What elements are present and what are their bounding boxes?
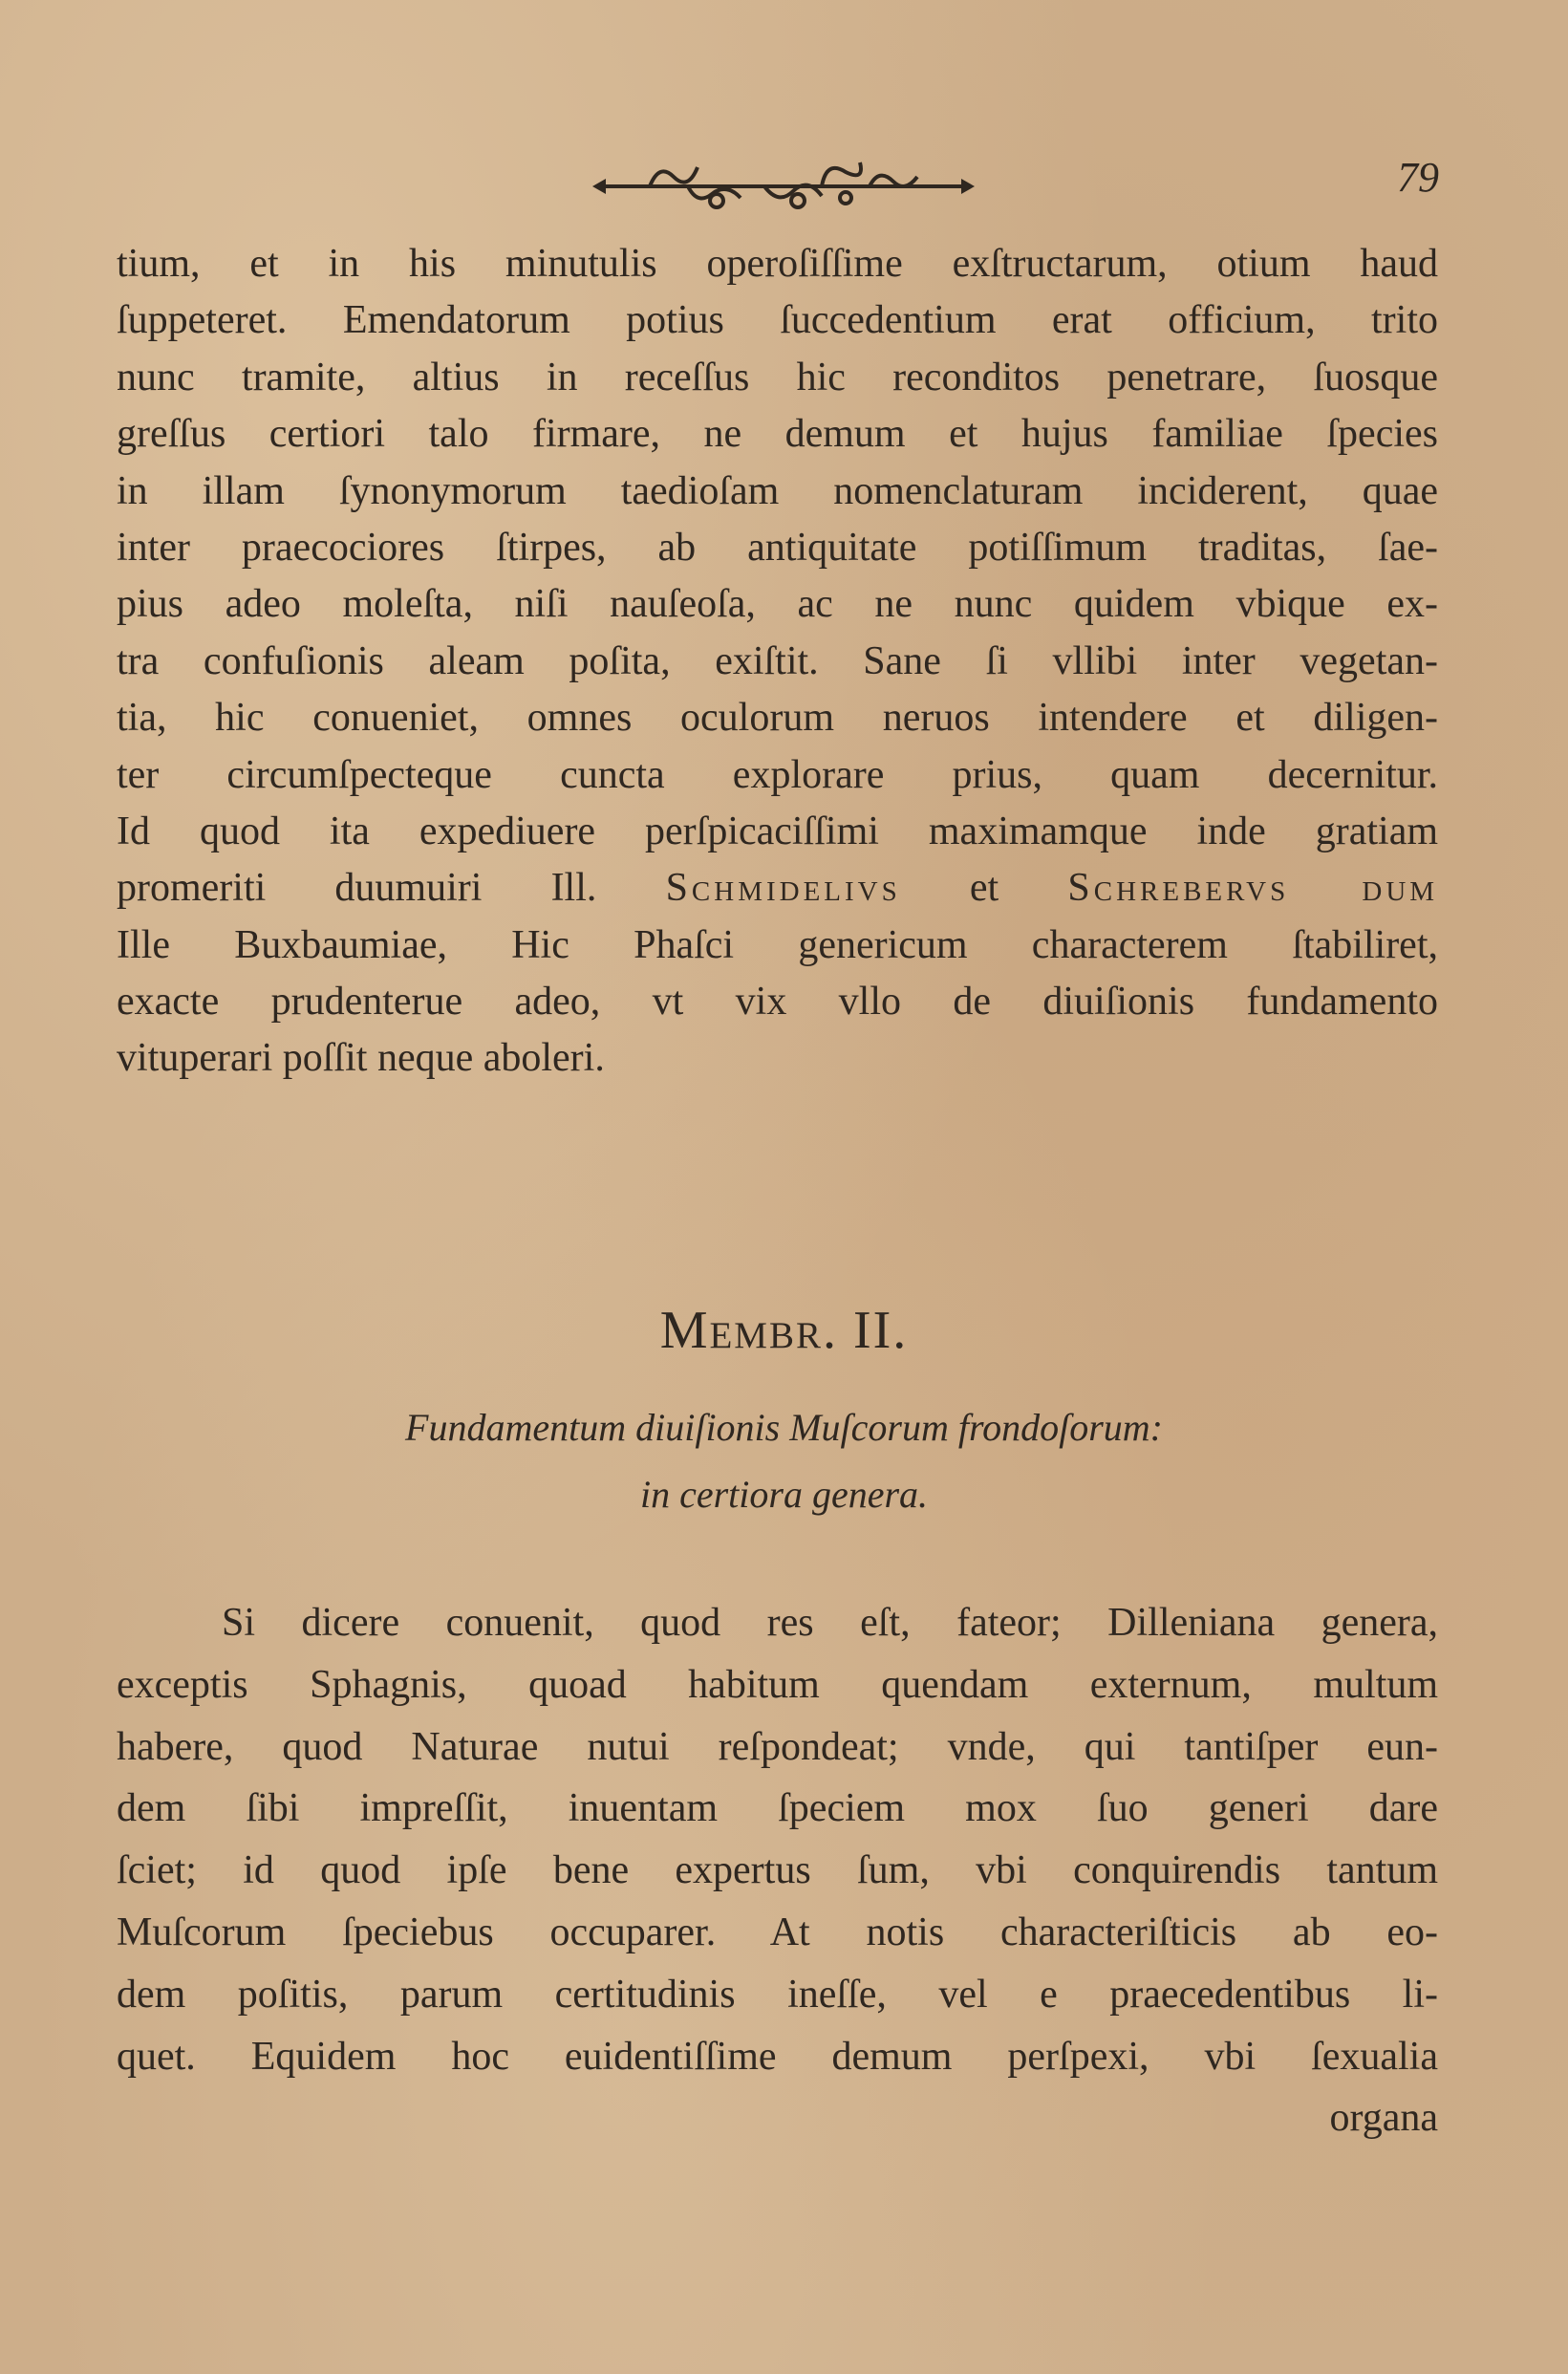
page-number: 79 — [1397, 154, 1439, 201]
text-line-names — [117, 860, 1438, 917]
text-line: tium, et in his minutulis operoſiſſime exſtructarum, otium haud — [117, 242, 1438, 286]
text-line: quet. Equidem hoc euidentiſſime demum perſpexi, vbi ſexualia — [117, 2034, 1438, 2079]
section-subtitle: in certiora genera. — [639, 1473, 929, 1516]
text-line: ſuppeteret. Emendatorum potius ſuccedentium erat officium, trito — [117, 298, 1438, 343]
paragraph-1 — [117, 236, 1438, 1088]
author-name-end: vs dum — [1246, 866, 1439, 911]
text-line: exceptis Sphagnis, quoad habitum quendam externum, multum — [117, 1662, 1438, 1707]
text-line: greſſus certiori talo firmare, ne demum et hujus familiae ſpecies — [117, 412, 1438, 457]
text-line: ter circumſpecteque cuncta explorare prius, quam decernitur. — [117, 752, 1438, 797]
text-line: nunc tramite, altius in receſſus hic reconditos penetrare, ſuosque — [117, 355, 1438, 399]
text-line: Si dicere conuenit, quod res eſt, fateor; Dilleniana genera, — [222, 1601, 1438, 1645]
text-line: ſciet; id quod ipſe bene expertus ſum, vbi conquirendis tantum — [117, 1848, 1438, 1893]
text-line: Ille Buxbaumiae, Hic Phaſci genericum characterem ſtabiliret, — [117, 922, 1438, 967]
text-line: exacte prudenterue adeo, vt vix vllo de diuiſionis fundamento — [117, 980, 1438, 1025]
text-line: inter praecociores ſtirpes, ab antiquitate potiſſimum traditas, ſae- — [117, 525, 1438, 570]
catchword: organa — [1329, 2096, 1438, 2141]
text-line: tia, hic conueniet, omnes oculorum neruos intendere et diligen- — [117, 696, 1438, 741]
text-line: in illam ſynonymorum taedioſam nomenclaturam inciderent, quae — [117, 468, 1438, 513]
section-subtitle: Fundamentum diuiſionis Muſcorum frondoſorum: — [405, 1406, 1163, 1449]
text-line: habere, quod Naturae nutui reſpondeat; vnde, qui tantiſper eun- — [117, 1724, 1438, 1769]
paragraph-2 — [117, 1592, 1438, 2149]
text-line: dem ſibi impreſſit, inuentam ſpeciem mox ſuo generi dare — [117, 1786, 1438, 1831]
author-name: Schmidelivs — [665, 866, 901, 911]
text-line: Id quod ita expediuere perſpicaciſſimi maximamque inde gratiam — [117, 809, 1438, 853]
text-line: dem poſitis, parum certitudinis ineſſe, vel e praecedentibus li- — [117, 1972, 1438, 2017]
text-line: tra confuſionis aleam poſita, exiſtit. Sane ſi vllibi inter vegetan- — [117, 638, 1438, 683]
text-line: vituperari poſſit neque aboleri. — [117, 1036, 605, 1081]
line-text: promeriti duumuiri Ill. — [117, 866, 597, 911]
author-name: Schreber — [1067, 866, 1247, 911]
section-heading: Membr. II. — [659, 1301, 909, 1360]
text-line: Muſcorum ſpeciebus occuparer. At notis characteriſticis ab eo- — [117, 1910, 1438, 1954]
line-text: et — [969, 866, 999, 911]
text-line: pius adeo moleſta, niſi nauſeoſa, ac ne nunc quidem vbique ex- — [117, 582, 1438, 627]
header-ornament-icon — [592, 158, 975, 215]
